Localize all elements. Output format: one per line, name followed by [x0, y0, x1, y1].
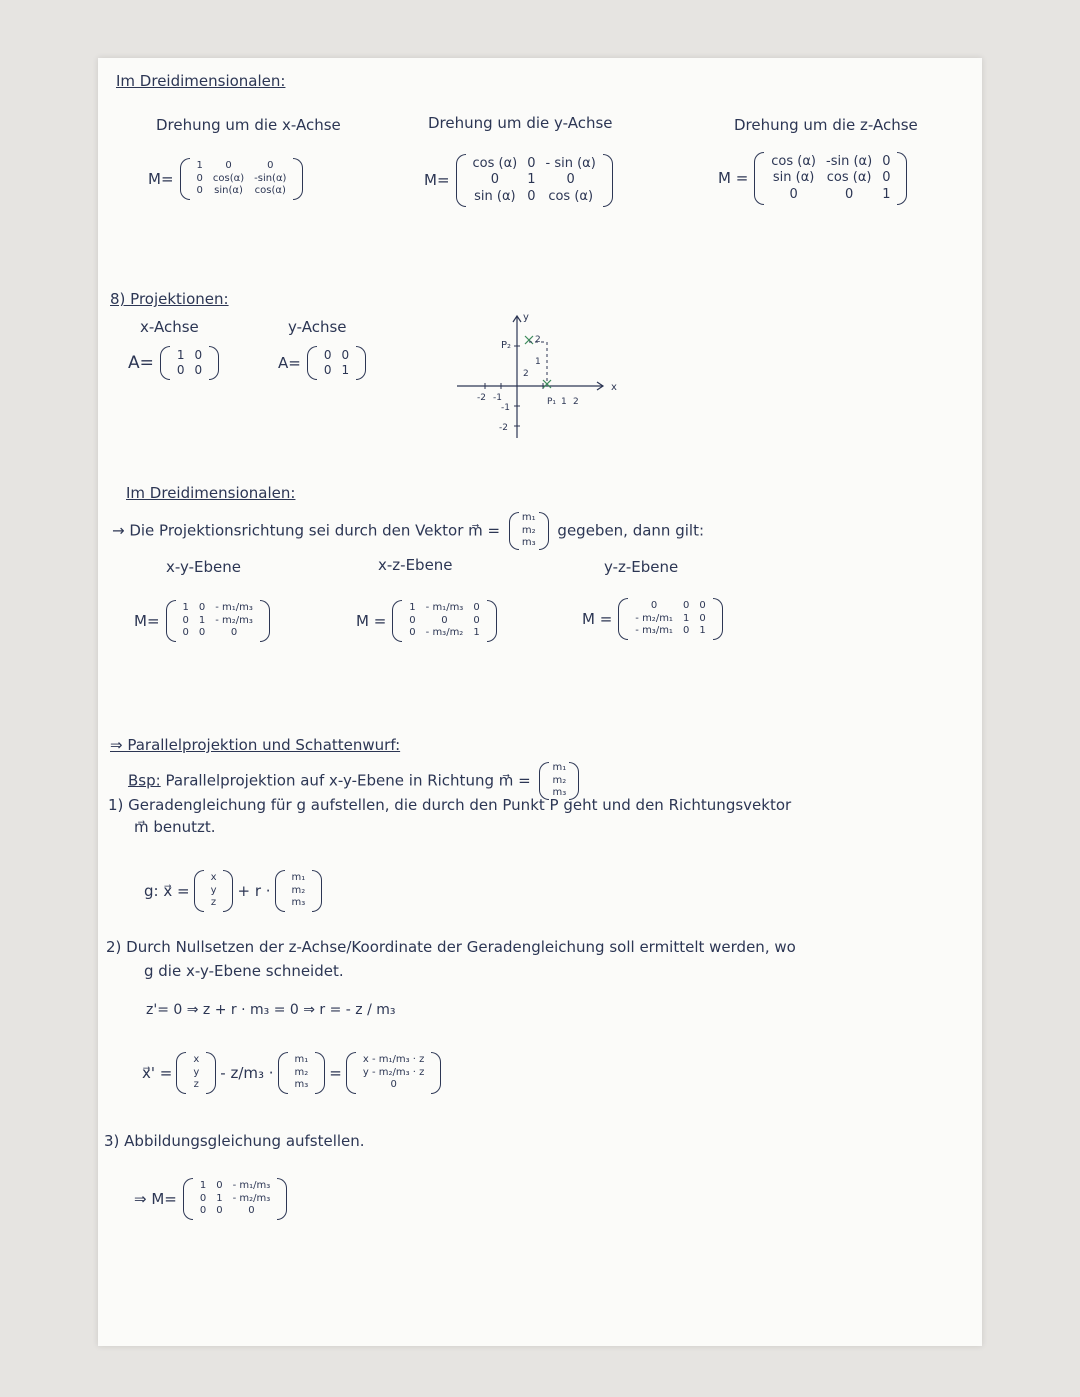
tick-label-2: 2 [573, 397, 579, 407]
matrix-row [766, 170, 895, 186]
step2-line2: g die x-y-Ebene schneidet. [144, 962, 344, 980]
matrix-cell: cos (α) [771, 154, 817, 169]
vector-entry: m₁ [521, 512, 536, 523]
rot-y-matrix [424, 154, 613, 207]
matrix-row [178, 627, 258, 640]
eq1-mid: + r · [237, 881, 271, 900]
matrix-cell: 0 [194, 348, 203, 362]
xy-plane-title: x-y-Ebene [166, 558, 242, 576]
matrix-cell: - m₂/m₁ [635, 612, 673, 624]
matrix-row [766, 187, 895, 203]
vector-entry: z [210, 897, 217, 908]
matrix-cell: - sin (α) [545, 156, 596, 171]
matrix-cell: 0 [176, 363, 185, 377]
line-equation [144, 870, 326, 912]
projected-vector-equation [142, 1052, 445, 1094]
proj-y-matrix [278, 346, 366, 380]
matrix-cell: 0 [473, 602, 480, 613]
xz-plane-grid [404, 602, 484, 640]
matrix-cell: 1 [182, 602, 189, 613]
matrix-cell: 0 [409, 614, 416, 626]
rot-x-title: Drehung um die x-Achse [156, 116, 341, 134]
step1-line2: m⃗ benutzt. [134, 818, 216, 836]
matrix-row [172, 348, 207, 363]
matrix-cell: 0 [198, 627, 206, 638]
matrix-cell: 0 [682, 600, 690, 611]
projections-heading: 8) Projektionen: [110, 290, 229, 308]
proj-x-label: A= [128, 353, 154, 373]
bsp-text: Parallelprojektion auf x-y-Ebene in Richtung m⃗ = [165, 771, 531, 790]
matrix-cell: 0 [199, 1205, 207, 1216]
matrix-cell: 0 [882, 170, 891, 186]
matrix-cell: cos (α) [472, 156, 518, 171]
eq3-vector-b [290, 1054, 314, 1092]
vector-entry: m₁ [294, 1054, 309, 1065]
xy-plane-grid [178, 602, 258, 640]
yz-plane-label: M = [582, 609, 613, 628]
matrix-row [630, 600, 710, 613]
eq3-vector-c [358, 1054, 430, 1092]
final-matrix [134, 1178, 287, 1220]
matrix-cell: -sin(α) [254, 172, 287, 184]
rot-x-matrix [148, 158, 303, 200]
matrix-cell: 0 [194, 363, 203, 377]
step2-line1: 2) Durch Nullsetzen der z-Achse/Koordinate der Geradengleichung soll ermittelt werden, wo [106, 938, 796, 956]
vector-entry: x - m₁/m₃ · z [362, 1054, 425, 1065]
matrix-cell: 1 [682, 612, 690, 624]
matrix-cell: 0 [882, 154, 891, 169]
matrix-cell: 1 [341, 363, 350, 377]
vector-entry: z [193, 1079, 199, 1090]
tick-label-y-neg2: -2 [499, 423, 508, 433]
matrix-cell: 0 [199, 1192, 207, 1204]
eq1-lhs: g: x⃗ = [144, 881, 190, 900]
matrix-cell: 0 [323, 363, 332, 377]
coordinate-sketch [455, 308, 635, 448]
matrix-cell: - m₁/m₃ [425, 602, 464, 613]
vector-entry: m₁ [291, 872, 306, 883]
matrix-row [178, 602, 258, 615]
tick-label-y2: 2 [535, 335, 541, 345]
matrix-cell: -sin (α) [826, 154, 873, 169]
matrix-row [178, 615, 258, 628]
matrix-cell: 1 [409, 602, 416, 613]
matrix-cell: 0 [844, 186, 854, 202]
matrix-cell: - m₂/m₃ [232, 1192, 271, 1204]
matrix-row [319, 363, 354, 378]
matrix-row [192, 185, 292, 198]
matrix-cell: 0 [409, 627, 416, 638]
matrix-cell: sin (α) [772, 170, 815, 186]
matrix-cell: 0 [650, 600, 658, 611]
matrix-cell: 0 [473, 614, 480, 626]
matrix-cell: 0 [196, 185, 203, 196]
vector-entry: 0 [390, 1079, 397, 1090]
matrix-cell: 0 [566, 172, 575, 188]
final-label: ⇒ M= [134, 1189, 177, 1208]
label-p2: P₂ [501, 340, 512, 351]
matrix-cell: cos(α) [254, 185, 286, 196]
parallel-heading [110, 736, 400, 754]
matrix-cell: cos (α) [548, 188, 594, 204]
matrix-cell: 0 [182, 614, 189, 626]
matrix-cell: 0 [182, 627, 189, 638]
matrix-row [404, 627, 484, 640]
eq1-vector-b [287, 872, 311, 910]
vector-entry: y - m₂/m₃ · z [362, 1066, 425, 1078]
step3-text: 3) Abbildungsgleichung aufstellen. [104, 1132, 365, 1150]
matrix-row [766, 154, 895, 170]
tick-label-y-neg1: -1 [501, 403, 510, 413]
vector-entry: m₂ [521, 524, 536, 536]
matrix-row [404, 602, 484, 615]
matrix-cell: 1 [199, 1180, 207, 1191]
xy-plane-label: M= [134, 611, 160, 630]
matrix-cell: cos(α) [212, 172, 245, 184]
intro-vector [517, 512, 541, 550]
matrix-cell: 1 [527, 172, 536, 188]
rot-y-label: M= [424, 171, 450, 190]
matrix-row [468, 172, 601, 188]
matrix-cell: 1 [473, 627, 480, 638]
matrix-row [630, 625, 710, 638]
rot-z-grid [766, 154, 895, 203]
proj-y-title: y-Achse [288, 318, 347, 336]
yz-plane-grid [630, 600, 710, 638]
matrix-cell: 1 [882, 186, 891, 202]
eq1-vector-a [206, 872, 222, 910]
matrix-row [172, 363, 207, 378]
matrix-cell: 0 [699, 600, 706, 611]
matrix-cell: 1 [176, 348, 185, 362]
vector-entry: m₂ [291, 884, 306, 896]
xy-plane-matrix [134, 600, 270, 642]
matrix-row [195, 1205, 275, 1218]
label-p1: P₁ [547, 397, 557, 407]
matrix-cell: 0 [527, 188, 536, 204]
rot-x-grid [192, 160, 292, 198]
tick-label-x2: 2 [523, 369, 529, 379]
bsp-label: Bsp: [128, 771, 161, 790]
matrix-row [404, 615, 484, 628]
matrix-row [195, 1180, 275, 1193]
tick-label-neg1: -1 [493, 393, 502, 403]
vector-entry: y [193, 1066, 200, 1078]
rot-z-label: M = [718, 169, 749, 188]
matrix-cell: 0 [527, 156, 536, 171]
matrix-cell: - m₃/m₁ [635, 625, 673, 636]
matrix-cell: sin(α) [214, 185, 243, 196]
matrix-cell: 0 [225, 160, 232, 171]
matrix-cell: 0 [323, 348, 332, 362]
intro-end: gegeben, dann gilt: [557, 521, 705, 540]
matrix-cell: 0 [216, 1205, 223, 1216]
matrix-row [319, 348, 354, 363]
proj-x-grid [172, 348, 207, 378]
matrix-cell: 0 [789, 186, 798, 202]
parallel-heading-text: ⇒ Parallelprojektion und Schattenwurf: [110, 736, 401, 754]
matrix-cell: 0 [230, 627, 238, 638]
matrix-row [192, 160, 292, 173]
matrix-cell: 0 [267, 160, 274, 171]
matrix-cell: 0 [196, 172, 203, 184]
matrix-cell: - m₃/m₂ [425, 627, 464, 638]
vector-entry: x [210, 872, 217, 883]
matrix-row [468, 156, 601, 172]
matrix-cell: 0 [341, 348, 350, 362]
proj-y-label: A= [278, 354, 301, 372]
matrix-cell: 1 [198, 614, 206, 626]
step1-line1: 1) Geradengleichung für g aufstellen, die durch den Punkt P geht und den Richtungsvektor [108, 796, 792, 814]
tick-label-x1: 1 [561, 397, 567, 407]
tick-label-y1: 1 [535, 357, 541, 367]
proj-x-title: x-Achse [140, 318, 199, 336]
final-grid [195, 1180, 275, 1218]
eq3-vector-a [188, 1054, 204, 1092]
matrix-cell: 0 [441, 614, 448, 626]
matrix-cell: 0 [248, 1205, 255, 1216]
matrix-cell: sin (α) [474, 188, 516, 204]
matrix-row [195, 1193, 275, 1206]
matrix-cell: 0 [699, 612, 706, 624]
xz-plane-title: x-z-Ebene [378, 556, 453, 574]
yz-plane-matrix [582, 598, 723, 640]
matrix-row [468, 189, 601, 205]
proj-y-grid [319, 348, 354, 378]
rot-z-title: Drehung um die z-Achse [734, 116, 918, 134]
matrix-cell: - m₂/m₃ [215, 614, 253, 626]
matrix-row [192, 173, 292, 186]
rot-z-matrix [718, 152, 907, 205]
rot-x-label: M= [148, 169, 174, 188]
section-heading-3d-proj: Im Dreidimensionalen: [126, 484, 296, 502]
proj-x-matrix [128, 346, 219, 380]
intro-text: → Die Projektionsrichtung sei durch den Vektor m⃗ = [112, 521, 501, 540]
matrix-cell: 0 [490, 172, 500, 188]
matrix-cell: 1 [216, 1192, 223, 1204]
matrix-cell: 0 [198, 602, 206, 613]
tick-label-neg2: -2 [477, 393, 486, 403]
notebook-page [98, 58, 982, 1346]
vector-entry: m₃ [291, 897, 306, 908]
vector-entry: m₁ [552, 762, 567, 773]
eq3-equals: = [329, 1063, 342, 1082]
matrix-cell: cos (α) [826, 170, 872, 186]
eq3-mid: - z/m₃ · [220, 1063, 274, 1082]
matrix-cell: 0 [682, 625, 690, 636]
bsp-line [128, 762, 579, 800]
rot-y-title: Drehung um die y-Achse [428, 114, 613, 132]
vector-entry: m₃ [552, 787, 567, 798]
axis-label-y: y [523, 312, 529, 323]
vector-entry: m₃ [294, 1079, 309, 1090]
matrix-cell: 1 [196, 160, 203, 171]
eq3-lhs: x⃗' = [142, 1063, 173, 1082]
xz-plane-label: M = [356, 611, 387, 630]
vector-entry: m₃ [521, 537, 536, 548]
matrix-cell: - m₁/m₃ [215, 602, 253, 613]
matrix-cell: 0 [216, 1180, 223, 1191]
vector-entry: m₂ [552, 774, 567, 786]
section-heading-3d: Im Dreidimensionalen: [116, 72, 286, 90]
axis-label-x: x [611, 382, 617, 393]
yz-plane-title: y-z-Ebene [604, 558, 679, 576]
matrix-row [630, 613, 710, 626]
bsp-vector [547, 762, 571, 800]
projection-intro [112, 512, 704, 550]
matrix-cell: - m₁/m₃ [232, 1180, 271, 1191]
vector-entry: y [210, 884, 217, 896]
eq-z-zero: z'= 0 ⇒ z + r · m₃ = 0 ⇒ r = - z / m₃ [146, 1002, 396, 1018]
vector-entry: x [193, 1054, 200, 1065]
rot-y-grid [468, 156, 601, 205]
vector-entry: m₂ [294, 1066, 309, 1078]
matrix-cell: 1 [699, 625, 706, 636]
xz-plane-matrix [356, 600, 497, 642]
